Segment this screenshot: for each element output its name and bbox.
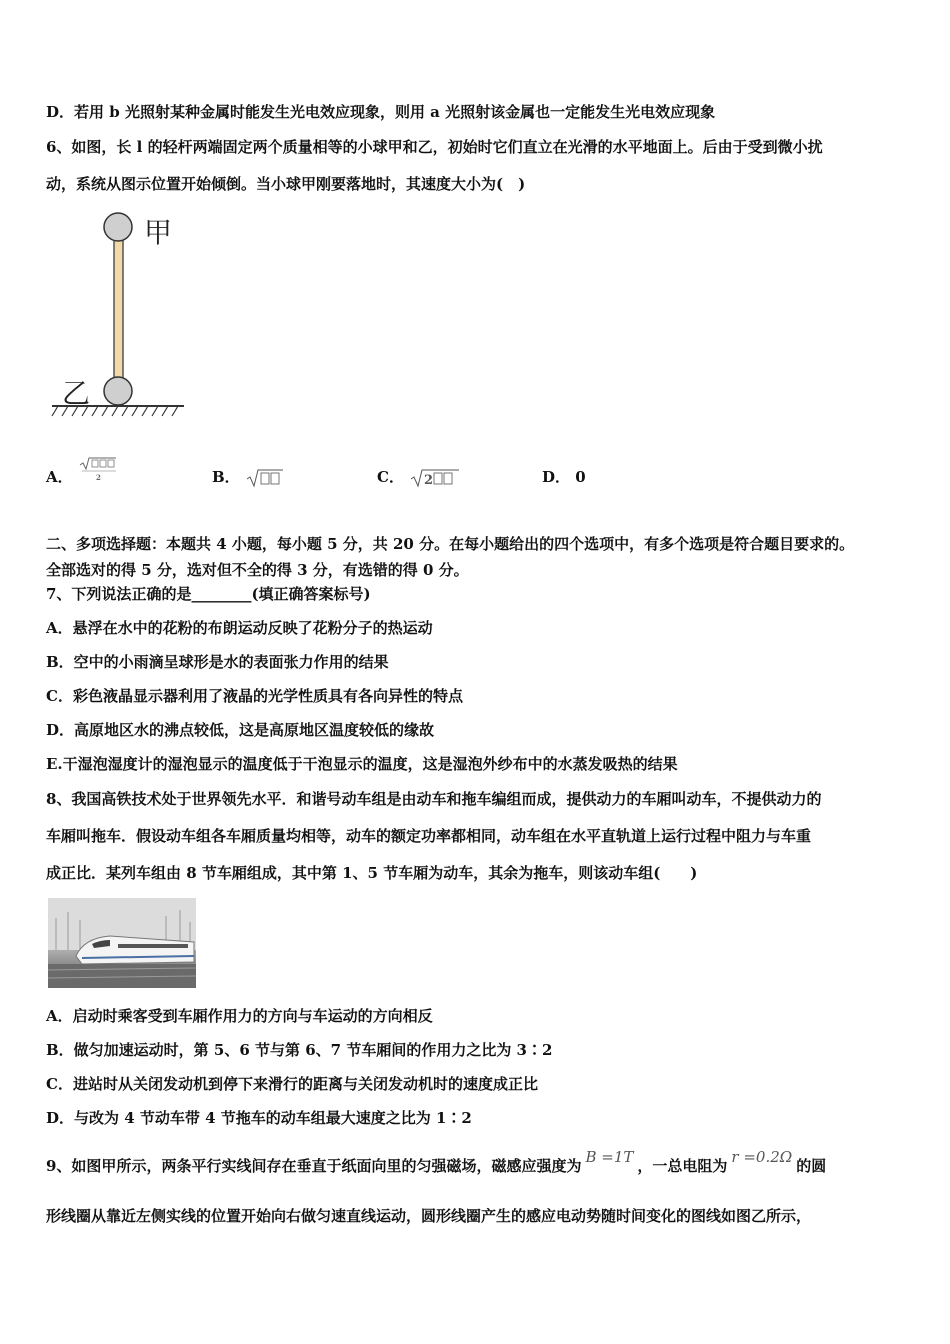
q6-choice-a[interactable] <box>46 466 118 487</box>
train-illustration <box>48 898 196 988</box>
q7-option-e[interactable]: E.干湿泡湿度计的湿泡显示的温度低于干泡显示的温度，这是湿泡外纱布中的水蒸发吸热的结果 <box>46 755 678 773</box>
choice-letter: D． <box>542 468 571 486</box>
section2-header-line2: 全部选对的得 5 分，选对但不全的得 3 分，有选错的得 0 分。 <box>46 561 469 579</box>
svg-text:2: 2 <box>95 473 101 482</box>
q8-stem-line3: 成正比．某列车组由 8 节车厢组成，其中第 1、5 节车厢为动车，其余为拖车，则该动车组( ) <box>46 864 698 882</box>
q7-stem: 7、下列说法正确的是________(填正确答案标号) <box>46 585 371 603</box>
q8-stem-line1: 8、我国高铁技术处于世界领先水平．和谐号动车组是由动车和拖车编组而成，提供动力的车厢叫动车，不提供动力的 <box>46 790 822 808</box>
choice-letter: B． <box>212 468 240 486</box>
q5-option-d: D．若用 b 光照射某种金属时能发生光电效应现象，则用 a 光照射该金属也一定能发生光电效应现象 <box>46 103 716 121</box>
q9-formula-b: B =1T <box>585 1148 634 1166</box>
label-yi: 乙 <box>62 377 91 410</box>
q6-rod-figure <box>50 205 190 420</box>
ball-bottom <box>104 377 132 405</box>
q9-text-b: ，一总电阻为 <box>637 1157 728 1175</box>
q8-option-a[interactable]: A．启动时乘客受到车厢作用力的方向与车运动的方向相反 <box>46 1007 433 1025</box>
q7-option-b[interactable]: B．空中的小雨滴呈球形是水的表面张力作用的结果 <box>46 653 389 671</box>
q6-choice-d[interactable] <box>542 466 586 487</box>
q9-formula-r: r =0.2Ω <box>731 1148 793 1166</box>
q6-choices <box>46 466 906 490</box>
choice-a-formula <box>78 469 118 487</box>
q8-option-b[interactable]: B．做匀加速运动时，第 5、6 节与第 6、7 节车厢间的作用力之比为 3∶2 <box>46 1041 553 1059</box>
section2-header-line1: 二、多项选择题：本题共 4 小题，每小题 5 分，共 20 分。在每小题给出的四个选项中，有多个选项是符合题目要求的。 <box>46 535 855 553</box>
q9-text-a: 9、如图甲所示，两条平行实线间存在垂直于纸面向里的匀强磁场，磁感应强度为 <box>46 1157 582 1175</box>
q8-train-photo <box>48 898 196 988</box>
choice-d-value: 0 <box>575 468 586 486</box>
q6-stem-line2: 动，系统从图示位置开始倾倒。当小球甲刚要落地时，其速度大小为( ) <box>46 175 526 193</box>
q9-stem-line1 <box>46 1148 910 1176</box>
q6-choice-c[interactable] <box>377 466 461 489</box>
q6-stem-line1: 6、如图，长 l 的轻杆两端固定两个质量相等的小球甲和乙，初始时它们直立在光滑的水平地面上。后由于受到微小扰 <box>46 138 823 156</box>
choice-b-formula <box>245 467 285 489</box>
label-jia: 甲 <box>144 216 173 249</box>
q7-option-c[interactable]: C．彩色液晶显示器利用了液晶的光学性质具有各向异性的特点 <box>46 687 463 705</box>
ball-top <box>104 213 132 241</box>
q8-option-d[interactable]: D．与改为 4 节动车带 4 节拖车的动车组最大速度之比为 1∶2 <box>46 1109 472 1127</box>
q7-option-a[interactable]: A．悬浮在水中的花粉的布朗运动反映了花粉分子的热运动 <box>46 619 433 637</box>
svg-text:2: 2 <box>424 473 434 488</box>
q6-choice-b[interactable] <box>212 466 285 489</box>
choice-c-formula <box>409 467 461 489</box>
q8-stem-line2: 车厢叫拖车．假设动车组各车厢质量均相等，动车的额定功率都相同，动车组在水平直轨道上运行过程中阻力与车重 <box>46 827 812 845</box>
q8-option-c[interactable]: C．进站时从关闭发动机到停下来滑行的距离与关闭发动机时的速度成正比 <box>46 1075 538 1093</box>
choice-letter: C． <box>377 468 404 486</box>
choice-letter: A． <box>46 468 73 486</box>
q7-option-d[interactable]: D．高原地区水的沸点较低，这是高原地区温度较低的缘故 <box>46 721 435 739</box>
q9-stem-line2: 形线圈从靠近左侧实线的位置开始向右做匀速直线运动，圆形线圈产生的感应电动势随时间变化的图线如图乙所示， <box>46 1207 812 1225</box>
rod <box>114 230 123 390</box>
q9-text-c: 的圆 <box>796 1157 827 1175</box>
